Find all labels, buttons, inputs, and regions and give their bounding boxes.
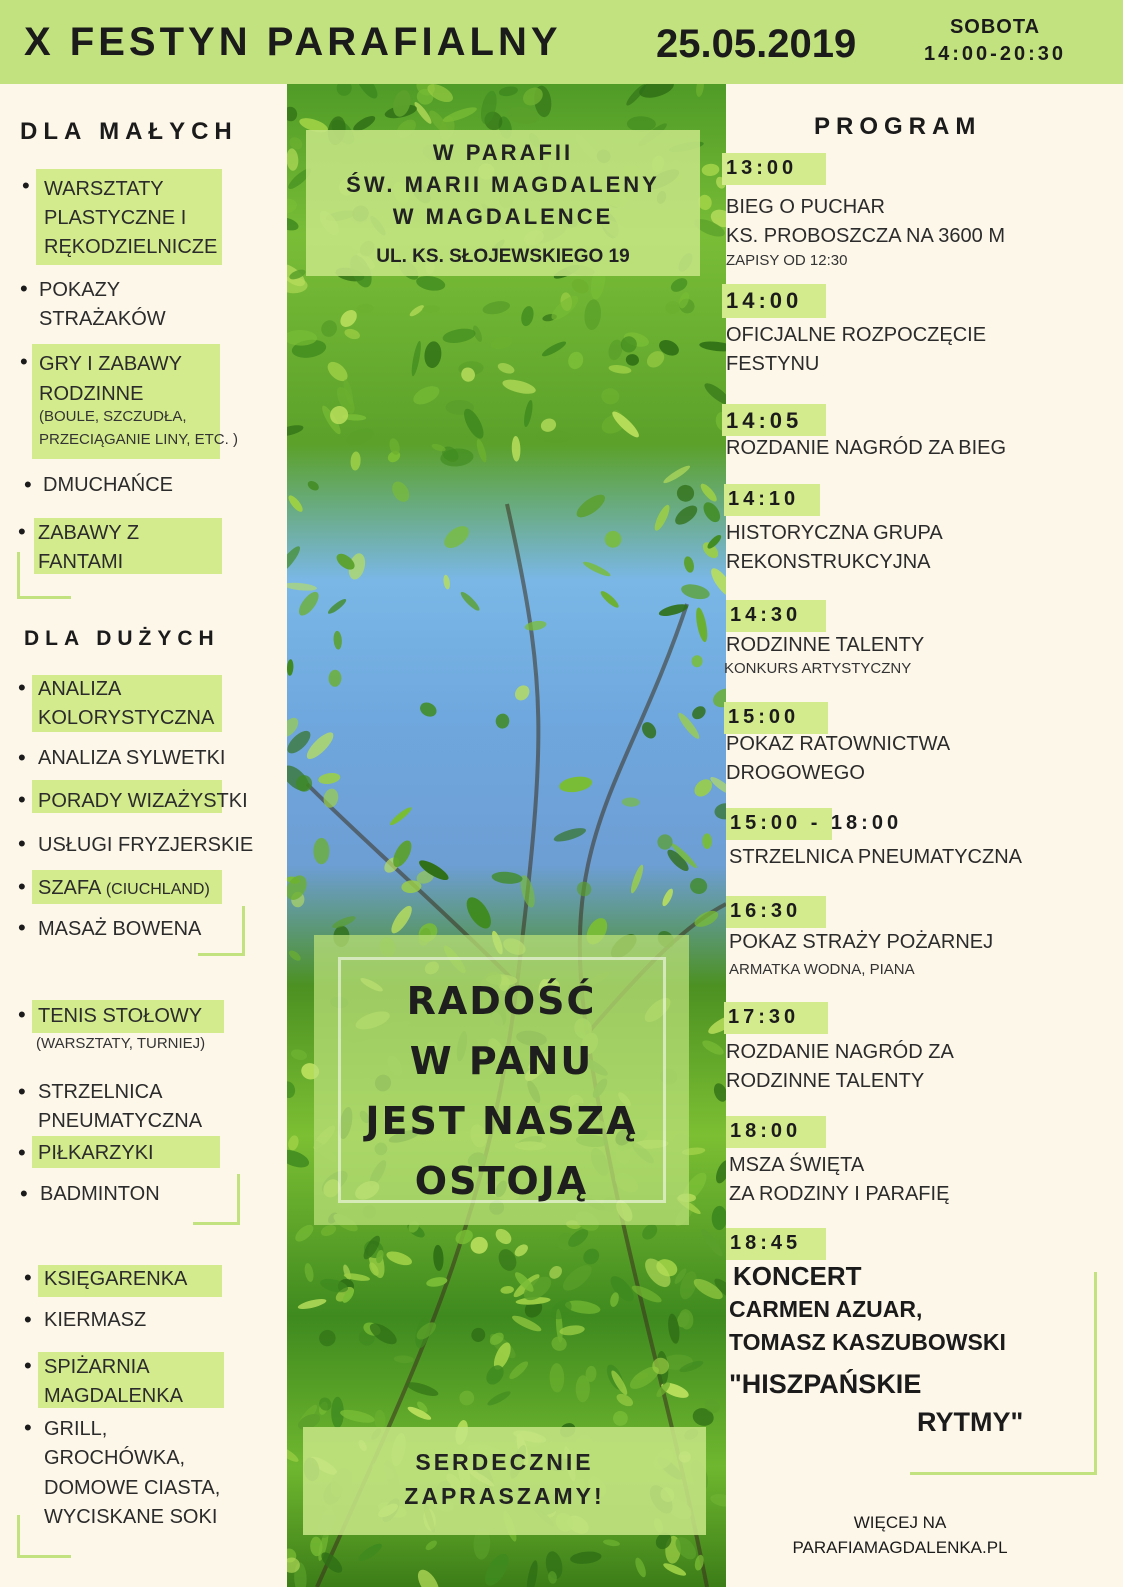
leaf [493, 1226, 515, 1247]
list-item: GRILL, [44, 1418, 108, 1440]
leaf [385, 1249, 414, 1268]
event-title: FESTYNU [726, 353, 820, 375]
event-time: 14:00 [722, 284, 826, 318]
leaf [655, 832, 675, 853]
leaf [287, 148, 299, 171]
leaf [683, 555, 696, 573]
leaf [357, 303, 374, 313]
event-time: 15:00 [724, 702, 828, 734]
event-title: ROZDANIE NAGRÓD ZA BIEG [726, 437, 1007, 459]
event-time: 14:10 [724, 484, 820, 516]
bullet-icon: • [24, 1265, 32, 1290]
leaf [519, 305, 535, 328]
leaf [599, 589, 621, 610]
leaf [566, 350, 585, 371]
leaf [694, 607, 710, 643]
leaf [335, 84, 354, 98]
leaf [459, 590, 482, 613]
leaf [328, 670, 341, 687]
leaf [486, 1389, 512, 1408]
website-link[interactable]: PARAFIAMAGDALENKA.PL [792, 1538, 1008, 1557]
list-item: DOMOWE CIASTA, [44, 1477, 221, 1499]
for-small-heading: DLA MAŁYCH [20, 118, 238, 145]
list-item: ANALIZA [38, 678, 122, 700]
list-item: GROCHÓWKA, [44, 1447, 186, 1469]
address-line-1: W PARAFII [432, 140, 574, 165]
event-time: 13:00 [722, 153, 826, 185]
event-title: KS. PROBOSZCZA NA 3600 M [726, 225, 1005, 247]
leaf [665, 301, 680, 315]
list-item: FANTAMI [38, 551, 124, 573]
festival-hours: 14:00-20:30 [924, 43, 1066, 65]
leaf [695, 84, 705, 97]
leaf [353, 84, 381, 102]
leaf [481, 299, 511, 316]
leaf [524, 619, 547, 632]
leaf [410, 340, 423, 377]
leaf [326, 597, 348, 616]
tree-canopy-photo [287, 84, 726, 1587]
street-address: UL. KS. SŁOJEWSKIEGO 19 [376, 246, 630, 267]
festival-date: 25.05.2019 [656, 22, 857, 66]
leaf [559, 1261, 596, 1296]
leaf [714, 802, 726, 820]
bullet-icon: • [18, 519, 26, 544]
leaf [540, 339, 567, 359]
leaf [603, 1538, 621, 1547]
list-item: GRY I ZABAWY [39, 353, 182, 375]
leaf [558, 774, 593, 794]
leaf [506, 105, 540, 126]
leaf [668, 275, 689, 294]
corner-decoration [193, 1174, 240, 1225]
invitation-line-2: ZAPRASZAMY! [404, 1483, 605, 1509]
leaf [394, 1355, 414, 1364]
leaf [698, 481, 719, 503]
event-time: 14:30 [726, 600, 826, 632]
bullet-icon: • [18, 1140, 26, 1165]
leaf [316, 1327, 338, 1349]
list-item: RĘKODZIELNICZE [44, 236, 218, 258]
leaf [690, 704, 709, 722]
list-item: POKAZY [39, 279, 121, 301]
list-item: BADMINTON [40, 1183, 160, 1205]
leaf [422, 305, 440, 313]
list-item: PNEUMATYCZNA [38, 1110, 203, 1132]
leaf [688, 876, 708, 895]
leaf [574, 879, 594, 899]
leaf [678, 1308, 695, 1330]
leaf [337, 307, 360, 331]
leaf [549, 1363, 564, 1393]
leaf [442, 574, 450, 590]
leaf [319, 1223, 337, 1238]
leaf [287, 1080, 297, 1099]
leaf [522, 399, 534, 427]
leaf [440, 522, 473, 553]
leaf [698, 1227, 725, 1259]
leaf [612, 1410, 630, 1428]
leaf [495, 713, 510, 730]
leaf [287, 581, 317, 592]
leaf [630, 1282, 664, 1305]
event-title: BIEG O PUCHAR [726, 196, 885, 218]
leaf [691, 655, 702, 667]
list-item: MASAŻ BOWENA [38, 918, 202, 940]
leaf [709, 1492, 726, 1508]
leaf [713, 1158, 726, 1185]
leaf [389, 478, 413, 504]
list-item: STRAŻAKÓW [39, 308, 166, 330]
leaf [306, 479, 321, 492]
list-item: ANALIZA SYLWETKI [38, 747, 226, 769]
leaf [608, 364, 632, 375]
leaf [313, 838, 329, 864]
event-time: 17:30 [724, 1002, 828, 1034]
corner-decoration [17, 1515, 71, 1558]
motto-line-1: RADOŚĆ [406, 979, 597, 1023]
leaf [600, 387, 620, 405]
leaf [318, 318, 339, 340]
leaf [580, 1245, 602, 1267]
concert-performer: CARMEN AZUAR, [729, 1296, 923, 1322]
motto-line-2: W PANU [409, 1039, 594, 1083]
list-item: KSIĘGARENKA [44, 1268, 188, 1290]
more-info-label: WIĘCEJ NA [853, 1513, 947, 1532]
concert-title: KONCERT [733, 1261, 862, 1291]
leaf [512, 682, 532, 703]
leaf [343, 327, 361, 341]
list-item [38, 874, 210, 904]
leaf [711, 1081, 726, 1103]
event-time: 16:30 [726, 896, 826, 928]
address-panel [306, 130, 700, 276]
list-item-label: SZAFA [38, 877, 101, 899]
event-title: OFICJALNE ROZPOCZĘCIE [726, 324, 987, 346]
list-item: PLASTYCZNE I [44, 207, 187, 229]
leaf [676, 484, 695, 503]
leaf [442, 105, 479, 125]
bullet-icon: • [24, 1307, 32, 1332]
leaf [507, 1359, 531, 1382]
leaf [388, 805, 413, 827]
leaf [344, 425, 376, 448]
leaf [405, 1379, 440, 1398]
bullet-icon: • [18, 745, 26, 770]
leaf [573, 491, 608, 522]
invitation-line-1: SERDECZNIE [415, 1449, 594, 1475]
event-note: ARMATKA WODNA, PIANA [729, 961, 915, 978]
leaf [322, 787, 340, 809]
leaf [500, 1285, 514, 1294]
event-title: HISTORYCZNA GRUPA [726, 522, 943, 544]
invitation-panel [303, 1427, 706, 1535]
leaf [287, 544, 303, 577]
event-title: ZA RODZINY I PARAFIĘ [729, 1183, 950, 1205]
motto-panel [314, 935, 689, 1225]
event-time: 18:45 [726, 1228, 826, 1260]
leaf [700, 1038, 726, 1058]
event-title: MSZA ŚWIĘTA [729, 1154, 865, 1176]
event-time: 14:05 [722, 404, 826, 436]
festival-day: SOBOTA [949, 16, 1041, 38]
leaf [410, 382, 442, 408]
leaf [699, 340, 726, 353]
leaf [414, 1566, 444, 1587]
leaf [491, 871, 523, 885]
leaf [706, 1012, 726, 1037]
festival-title: X FESTYN PARAFIALNY [24, 20, 562, 64]
leaf [287, 1134, 300, 1151]
list-item: WARSZTATY [44, 178, 164, 200]
list-item-note: (CIUCHLAND) [105, 881, 210, 898]
leaf [660, 887, 675, 907]
event-title: ROZDANIE NAGRÓD ZA [726, 1041, 954, 1063]
concert-performer: TOMASZ KASZUBOWSKI [729, 1329, 1006, 1355]
concert-name: RYTMY" [917, 1407, 1024, 1437]
list-item-note: (WARSZTATY, TURNIEJ) [36, 1035, 206, 1052]
list-item: PIŁKARZYKI [38, 1142, 154, 1164]
leaf [604, 530, 622, 548]
bullet-icon: • [18, 1002, 26, 1027]
corner-decoration [910, 1272, 1097, 1475]
leaf [469, 1325, 488, 1344]
leaf [287, 493, 305, 514]
leaf [415, 274, 446, 293]
leaf [424, 1539, 439, 1552]
leaf [490, 335, 514, 351]
bullet-icon: • [24, 472, 32, 497]
list-item: MAGDALENKA [44, 1385, 183, 1407]
bullet-icon: • [18, 787, 26, 812]
leaf [672, 502, 701, 528]
concert-name: "HISZPAŃSKIE [729, 1369, 922, 1399]
bullet-icon: • [24, 1415, 32, 1440]
leaves-illustration [287, 84, 726, 1587]
list-item: KIERMASZ [44, 1309, 147, 1331]
event-note: KONKURS ARTYSTYCZNY [724, 660, 912, 677]
leaf [707, 565, 726, 600]
leaf [510, 1313, 543, 1334]
leaf [536, 430, 572, 444]
leaf [511, 436, 520, 462]
leaf [525, 1559, 540, 1587]
leaf [287, 1444, 300, 1465]
leaf [559, 1324, 585, 1336]
leaf [318, 772, 342, 786]
leaf [625, 353, 640, 366]
leaf [433, 1245, 445, 1272]
event-title: STRZELNICA PNEUMATYCZNA [729, 846, 1022, 868]
address-line-3: W MAGDALENCE [392, 204, 614, 229]
corner-decoration [17, 552, 71, 599]
leaf [441, 326, 476, 345]
list-item: KOLORYSTYCZNA [38, 707, 215, 729]
event-title: RODZINNE TALENTY [726, 1070, 925, 1092]
motto-line-4: OSTOJĄ [414, 1159, 589, 1203]
motto-line-3: JEST NASZĄ [365, 1099, 638, 1143]
leaf [388, 903, 416, 936]
list-item: PORADY WIZAŻYSTKI [38, 790, 248, 812]
leaf [633, 1556, 648, 1578]
leaf [350, 451, 361, 471]
event-note: ZAPISY OD 12:30 [726, 252, 848, 269]
bullet-icon: • [24, 1353, 32, 1378]
leaf [292, 1222, 316, 1245]
event-title: RODZINNE TALENTY [726, 634, 925, 656]
list-item-note: PRZECIĄGANIE LINY, ETC. ) [39, 431, 238, 448]
list-item: WYCISKANE SOKI [44, 1506, 218, 1528]
bullet-icon: • [18, 831, 26, 856]
bullet-icon: • [18, 675, 26, 700]
leaf [475, 438, 489, 463]
address-line-2: ŚW. MARII MAGDALENY [346, 172, 660, 197]
list-item: RODZINNE [39, 383, 144, 405]
list-item: SPIŻARNIA [44, 1356, 150, 1378]
event-time: 15:00 - 18:00 [730, 812, 903, 834]
bullet-icon: • [18, 1079, 26, 1104]
leaf [496, 361, 515, 376]
leaf [702, 833, 712, 849]
event-title: DROGOWEGO [726, 762, 865, 784]
leaf [569, 1550, 602, 1565]
event-title: POKAZ RATOWNICTWA [726, 733, 951, 755]
leaf [552, 825, 587, 844]
bullet-icon: • [20, 276, 28, 301]
leaf [295, 589, 322, 619]
leaf [512, 1242, 530, 1259]
leaf [303, 1262, 315, 1282]
bullet-icon: • [20, 1181, 28, 1206]
leaf [423, 340, 443, 368]
leaf [287, 197, 298, 215]
bullet-icon: • [18, 874, 26, 899]
for-big-heading: DLA DUŻYCH [24, 627, 220, 650]
leaf [652, 503, 672, 532]
leaf [333, 631, 342, 650]
bullet-icon: • [22, 173, 30, 198]
event-title: POKAZ STRAŻY POŻARNEJ [729, 931, 994, 953]
leaf [569, 276, 591, 297]
list-item: STRZELNICA [38, 1081, 163, 1103]
leaf [462, 893, 496, 932]
leaf [680, 582, 712, 602]
leaf [629, 864, 646, 895]
event-title: REKONSTRUKCYJNA [726, 551, 931, 573]
leaf [287, 215, 300, 233]
leaf [287, 1146, 311, 1171]
leaf [287, 423, 304, 438]
leaf [700, 499, 723, 525]
leaf [622, 797, 640, 807]
program-heading: PROGRAM [814, 113, 982, 140]
leaf [356, 1541, 384, 1564]
list-item: TENIS STOŁOWY [38, 1005, 203, 1027]
leaf [458, 1390, 475, 1407]
leaf [662, 1561, 688, 1578]
list-item-note: (BOULE, SZCZUDŁA, [39, 408, 187, 425]
leaf [711, 1206, 726, 1230]
leaf [583, 299, 602, 331]
leaf [662, 463, 692, 485]
list-item: USŁUGI FRYZJERSKIE [38, 834, 254, 856]
leaf [701, 163, 720, 177]
leaf [501, 377, 537, 397]
leaf [287, 105, 299, 122]
leaf [549, 1334, 569, 1353]
leaf [287, 659, 294, 676]
leaf [290, 1048, 308, 1062]
event-time: 18:00 [726, 1116, 826, 1148]
bullet-icon: • [18, 915, 26, 940]
leaf [418, 700, 439, 720]
list-item: ZABAWY Z [38, 522, 140, 544]
list-item: DMUCHAŃCE [43, 474, 173, 496]
corner-decoration [198, 906, 245, 956]
leaf [498, 85, 519, 97]
leaf [339, 1407, 376, 1425]
leaf [297, 1297, 327, 1311]
bullet-icon: • [20, 349, 28, 374]
leaf [582, 559, 612, 578]
leaf [287, 949, 302, 963]
